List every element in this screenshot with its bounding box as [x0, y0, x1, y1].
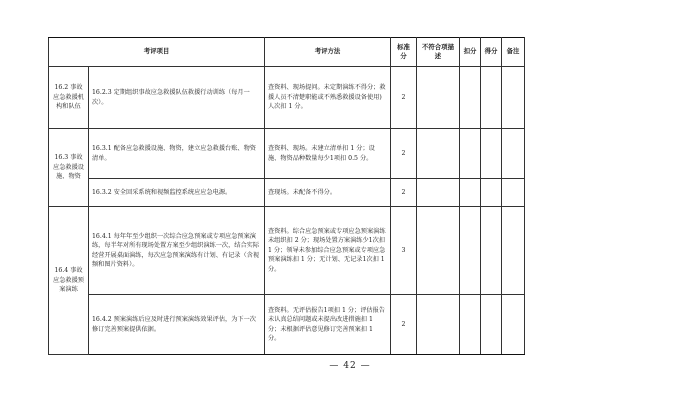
header-issues: 不符合项描述: [417, 38, 460, 67]
header-method: 考评方法: [265, 38, 391, 67]
table-row: [49, 129, 525, 179]
issues-cell: [417, 207, 460, 295]
deduct-cell: [460, 207, 481, 295]
page-number: — 42 —: [329, 361, 371, 371]
issues-cell: [417, 129, 460, 179]
item-score: 2: [391, 295, 417, 355]
item-content: 16.4.2 预案演练后应及时进行预案演练效果评估，为下一次修订完善预案提供依据。: [89, 295, 265, 355]
gain-cell: [481, 207, 502, 295]
group-label: 16.4 事故应急救援预案演练: [49, 207, 89, 355]
item-content: 16.3.2 安全回采系统和视频监控系统应应急电源。: [89, 179, 265, 207]
evaluation-table: [48, 37, 525, 355]
table-row: [49, 179, 525, 207]
remark-cell: [502, 179, 525, 207]
header-score: 标准分: [391, 38, 417, 67]
item-method: 查资料。无评估报告1项扣 1 分；评估报告未认真总结问题或未提出改进措施扣 1 分；未根据评估意见修订完善预案扣 1 分。: [265, 295, 391, 355]
header-deduct: 扣分: [460, 38, 481, 67]
header-item: 考评项目: [49, 38, 265, 67]
table-header-row: [49, 38, 525, 67]
gain-cell: [481, 67, 502, 129]
gain-cell: [481, 129, 502, 179]
deduct-cell: [460, 129, 481, 179]
table-row: [49, 67, 525, 129]
remark-cell: [502, 67, 525, 129]
gain-cell: [481, 179, 502, 207]
table-row: [49, 207, 525, 295]
item-method: 查现场。未配备不得分。: [265, 179, 391, 207]
issues-cell: [417, 179, 460, 207]
remark-cell: [502, 207, 525, 295]
remark-cell: [502, 129, 525, 179]
deduct-cell: [460, 179, 481, 207]
item-score: 3: [391, 207, 417, 295]
header-remark: 备注: [502, 38, 525, 67]
header-gain: 得分: [481, 38, 502, 67]
table-row: [49, 295, 525, 355]
item-content: 16.3.1 配备应急救援设施、物资，建立应急救援台账、物资清单。: [89, 129, 265, 179]
group-label: 16.2 事故应急救援机构和队伍: [49, 67, 89, 129]
item-method: 查资料、现场。未建立清单扣 1 分；设施、物资品种数量每少1项扣 0.5 分。: [265, 129, 391, 179]
item-content: 16.2.3 定期组织事故应急救援队伍救援行动训练（每月一次）。: [89, 67, 265, 129]
item-method: 查资料、现场提问。未定期演练不得分；救援人员不清楚职能或不熟悉救援设备使用)人次扣 1 分。: [265, 67, 391, 129]
issues-cell: [417, 67, 460, 129]
item-score: 2: [391, 179, 417, 207]
item-content: 16.4.1 每年年至少组织一次综合应急预案或专项应急预案演练，每半年对所有现场处置方案至少组织演练一次，结合实际经营开展桌面演练，每次应急预案演练有计划、有记录（含视频和图片资料）。: [89, 207, 265, 295]
group-label: 16.3 事故应急救援设施、物资: [49, 129, 89, 207]
remark-cell: [502, 295, 525, 355]
deduct-cell: [460, 67, 481, 129]
item-score: 2: [391, 67, 417, 129]
item-method: 查资料。综合应急预案或专项应急预案演练未组织扣 2 分；现场处置方案演练少1次扣 1 分；领导未参加综合应急预案或专项应急预案演练扣 1 分；无计划、无记录1次扣 1分。: [265, 207, 391, 295]
deduct-cell: [460, 295, 481, 355]
item-score: 2: [391, 129, 417, 179]
gain-cell: [481, 295, 502, 355]
issues-cell: [417, 295, 460, 355]
